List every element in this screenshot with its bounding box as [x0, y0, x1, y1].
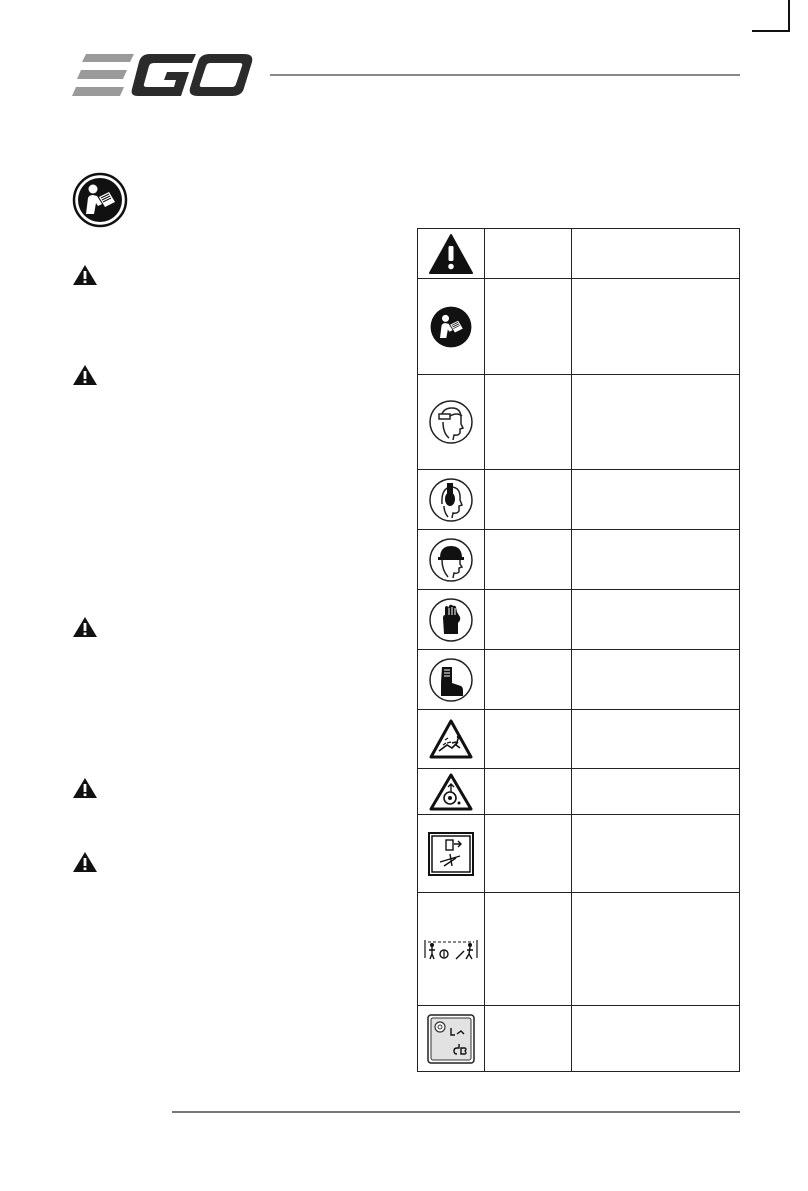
- read-manual-icon: [429, 305, 473, 349]
- symbol-name-cell: [485, 590, 572, 650]
- symbol-cell: [418, 769, 485, 815]
- symbols-table: [417, 228, 740, 1072]
- table-row: [418, 229, 740, 279]
- head-protection-icon: [429, 538, 473, 582]
- symbol-cell: [418, 1006, 485, 1072]
- symbol-name-cell: [485, 769, 572, 815]
- warning-triangle-icon: [72, 264, 98, 286]
- symbol-cell: [418, 590, 485, 650]
- symbol-explanation-cell: [572, 1006, 740, 1072]
- symbol-explanation-cell: [572, 893, 740, 1006]
- symbol-cell: [418, 650, 485, 710]
- symbol-name-cell: [485, 530, 572, 590]
- symbol-explanation-cell: [572, 769, 740, 815]
- symbol-explanation-cell: [572, 530, 740, 590]
- symbol-cell: [418, 279, 485, 375]
- symbol-explanation-cell: [572, 590, 740, 650]
- symbol-explanation-cell: [572, 710, 740, 769]
- symbol-explanation-cell: [572, 470, 740, 530]
- symbol-name-cell: [485, 229, 572, 279]
- ego-logo: [72, 52, 254, 98]
- symbol-explanation-cell: [572, 279, 740, 375]
- table-row: [418, 893, 740, 1006]
- symbol-cell: [418, 375, 485, 470]
- symbol-cell: [418, 815, 485, 893]
- symbol-cell: [418, 710, 485, 769]
- symbol-cell: [418, 229, 485, 279]
- table-row: [418, 530, 740, 590]
- symbol-explanation-cell: [572, 650, 740, 710]
- symbol-name-cell: [485, 710, 572, 769]
- rotating-blade-icon: [428, 772, 474, 812]
- table-row: [418, 590, 740, 650]
- symbol-explanation-cell: [572, 229, 740, 279]
- symbol-explanation-cell: [572, 815, 740, 893]
- table-row: [418, 769, 740, 815]
- sound-power-level-icon: [427, 1014, 475, 1064]
- symbol-cell: [418, 530, 485, 590]
- read-manual-icon: [72, 172, 128, 228]
- symbol-name-cell: [485, 650, 572, 710]
- symbol-explanation-cell: [572, 375, 740, 470]
- remove-battery-icon: [428, 832, 474, 876]
- table-row: [418, 470, 740, 530]
- symbol-name-cell: [485, 375, 572, 470]
- warning-triangle-icon: [72, 364, 98, 386]
- symbol-cell: [418, 470, 485, 530]
- warning-triangle-icon: [72, 616, 98, 638]
- warning-triangle-icon: [72, 851, 98, 873]
- table-row: [418, 375, 740, 470]
- symbol-cell: [418, 893, 485, 1006]
- symbol-name-cell: [485, 279, 572, 375]
- footer-rule: [172, 1111, 740, 1113]
- symbol-name-cell: [485, 1006, 572, 1072]
- table-row: [418, 815, 740, 893]
- eye-protection-icon: [429, 400, 473, 444]
- thrown-objects-icon: [428, 718, 474, 760]
- table-row: [418, 650, 740, 710]
- keep-bystanders-away-icon: [422, 936, 480, 962]
- table-row: [418, 279, 740, 375]
- header-rule: [270, 74, 740, 76]
- symbol-name-cell: [485, 470, 572, 530]
- gloves-icon: [429, 598, 473, 642]
- ear-protection-icon: [429, 478, 473, 522]
- symbol-name-cell: [485, 815, 572, 893]
- safety-boots-icon: [429, 658, 473, 702]
- crop-mark: [752, 0, 790, 32]
- safety-alert-icon: [428, 233, 474, 275]
- symbol-name-cell: [485, 893, 572, 1006]
- table-row: [418, 710, 740, 769]
- table-row: [418, 1006, 740, 1072]
- warning-triangle-icon: [72, 777, 98, 799]
